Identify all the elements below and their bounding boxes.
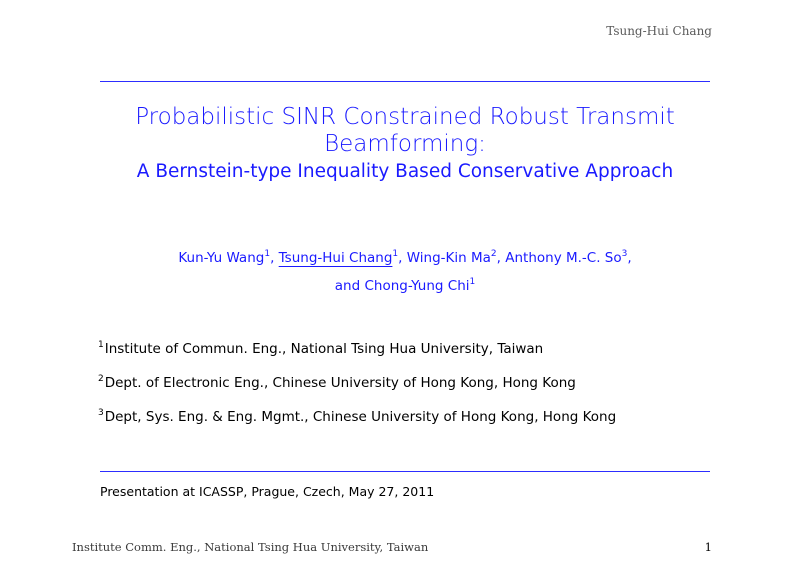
affiliation-text: Dept. of Electronic Eng., Chinese University of Hong Kong, Hong Kong [104, 375, 576, 391]
title-line-1: Probabilistic SINR Constrained Robust Transmit [135, 104, 675, 130]
bottom-divider [100, 471, 710, 472]
author-separator: , [270, 250, 279, 266]
author-list [90, 244, 720, 300]
author-separator: , [398, 250, 407, 266]
title-block [100, 104, 710, 184]
author-separator: , [496, 250, 506, 266]
author-name: Wing-Kin Ma [406, 250, 491, 266]
author-name: Anthony M.-C. So [505, 250, 622, 266]
affiliation-item [98, 405, 616, 439]
affiliation-item [98, 371, 616, 405]
footer-institute: Institute Comm. Eng., National Tsing Hua University, Taiwan [72, 540, 429, 554]
affiliation-list [98, 337, 616, 439]
presenting-author-name: Tsung-Hui Chang [278, 250, 393, 266]
author-line-2 [90, 272, 720, 300]
page-number: 1 [704, 540, 712, 554]
affiliation-number: 2 [98, 373, 104, 384]
subtitle: A Bernstein-type Inequality Based Conservative Approach [136, 161, 674, 182]
affiliation-text: Dept, Sys. Eng. & Eng. Mgmt., Chinese University of Hong Kong, Hong Kong [104, 409, 617, 425]
affiliation-item [98, 337, 616, 371]
author-affil-mark: 2 [490, 248, 497, 259]
author-affil-mark: 1 [264, 248, 271, 259]
author-separator: , [627, 250, 632, 266]
top-divider [100, 81, 710, 82]
affiliation-text: Institute of Commun. Eng., National Tsing Hua University, Taiwan [104, 341, 544, 357]
author-line-1 [90, 244, 720, 272]
author-affil-mark: 3 [621, 248, 628, 259]
author-name: Kun-Yu Wang [178, 250, 265, 266]
title-line-2: Beamforming: [324, 131, 486, 157]
author-affil-mark: 1 [392, 248, 399, 259]
author-affil-mark: 1 [469, 276, 476, 287]
author-name: and Chong-Yung Chi [334, 278, 470, 294]
affiliation-number: 3 [98, 407, 104, 418]
affiliation-number: 1 [98, 339, 104, 350]
running-header-author: Tsung-Hui Chang [606, 24, 712, 38]
presentation-info: Presentation at ICASSP, Prague, Czech, May 27, 2011 [100, 484, 435, 499]
